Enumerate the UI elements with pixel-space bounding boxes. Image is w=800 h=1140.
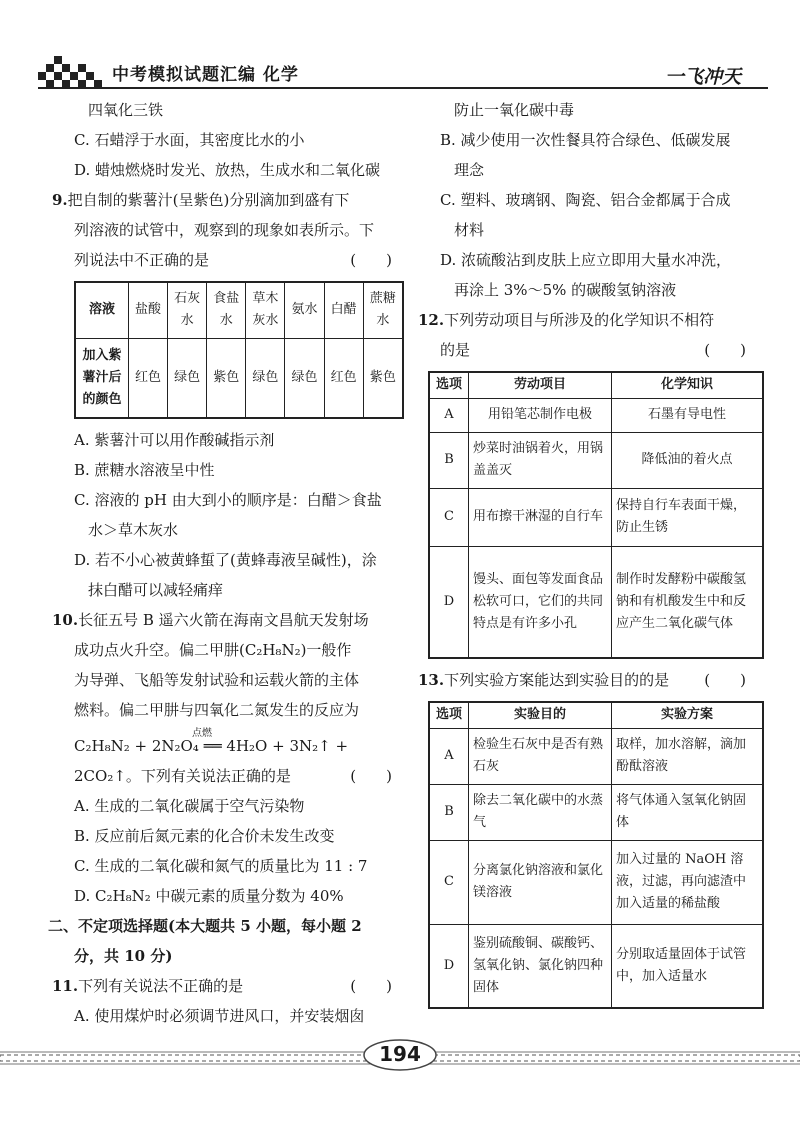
section-heading: 二、不定项选择题(本大题共 5 小题，每小题 2 [48, 917, 362, 935]
table-cell: 降低油的着火点 [612, 432, 764, 488]
q13-number: 13. [418, 671, 445, 689]
table-cell: B [429, 784, 469, 840]
table-cell: D [429, 924, 469, 1008]
question-13 [418, 665, 758, 1009]
q10-stem-line: 燃料。偏二甲肼与四氧化二氮发生的反应为 [74, 701, 360, 719]
table-cell: 绿色 [246, 338, 285, 418]
q10-option-d: D. C₂H₈N₂ 中碳元素的质量分数为 40% [74, 887, 344, 905]
table-header: 化学知识 [612, 372, 764, 398]
q12-stem-line: 下列劳动项目与所涉及的化学知识不相符 [444, 311, 715, 329]
q11-option-c: C. 塑料、玻璃钢、陶瓷、铝合金都属于合成 [440, 191, 731, 209]
q10-stem-line: 成功点火升空。偏二甲肼(C₂H₈N₂)一般作 [74, 641, 352, 659]
table-cell: 红色 [129, 338, 168, 418]
table-row [429, 728, 763, 784]
q10-stem-line: 长征五号 B 遥六火箭在海南文昌航天发射场 [78, 611, 369, 629]
table-header: 实验方案 [612, 702, 764, 728]
table-header: 石灰 水 [168, 282, 207, 338]
checker-pattern-icon [38, 48, 108, 88]
answer-blank: ( ) [704, 671, 746, 689]
q8-option-b-tail: 四氧化三铁 [88, 101, 164, 119]
table-row [429, 784, 763, 840]
table-cell: 绿色 [285, 338, 324, 418]
answer-blank: ( ) [350, 251, 392, 269]
q9-stem-line: 列溶液的试管中，观察到的现象如表所示。下 [74, 221, 375, 239]
table-header: 氨水 [285, 282, 324, 338]
table-cell: C [429, 840, 469, 924]
page-number: 194 [379, 1042, 421, 1066]
q11-option-b: B. 减少使用一次性餐具符合绿色、低碳发展 [440, 131, 731, 149]
page-number-badge [362, 1035, 438, 1075]
table-header: 白醋 [324, 282, 363, 338]
q11-option-b-cont: 理念 [454, 161, 485, 179]
q9-option-b: B. 蔗糖水溶液呈中性 [74, 461, 215, 479]
q9-number: 9. [52, 191, 68, 209]
table-cell: 用布擦干淋湿的自行车 [469, 488, 612, 546]
q9-option-c-cont: 水＞草木灰水 [88, 521, 179, 539]
q10-number: 10. [52, 611, 79, 629]
q12-table [428, 371, 764, 659]
q11-option-a: A. 使用煤炉时必须调节进风口，并安装烟囱 [74, 1007, 365, 1025]
table-cell: 检验生石灰中是否有熟石灰 [469, 728, 612, 784]
q12-stem-line: 的是 [440, 341, 471, 359]
q10-stem-end: 2CO₂↑。下列有关说法正确的是 [74, 767, 291, 785]
q9-option-d-cont: 抹白醋可以减轻痛痒 [88, 581, 224, 599]
table-row [429, 840, 763, 924]
q10-stem-line: 为导弹、飞船等发射试验和运载火箭的主体 [74, 671, 360, 689]
table-cell: 石墨有导电性 [612, 398, 764, 432]
table-header: 溶液 [75, 282, 129, 338]
q11-option-a-cont: 防止一氧化碳中毒 [454, 101, 575, 119]
q8-option-c: C. 石蜡浮于水面，其密度比水的小 [74, 131, 305, 149]
question-11 [52, 971, 404, 1031]
table-cell: B [429, 432, 469, 488]
table-cell: 分别取适量固体于试管中，加入适量水 [612, 924, 764, 1008]
q9-option-a: A. 紫薯汁可以用作酸碱指示剂 [74, 431, 275, 449]
table-header: 蔗糖 水 [363, 282, 403, 338]
table-header: 食盐 水 [207, 282, 246, 338]
table-cell: C [429, 488, 469, 546]
q11-option-d: D. 浓硫酸沾到皮肤上应立即用大量水冲洗， [440, 251, 732, 269]
q12-number: 12. [418, 311, 445, 329]
table-cell: 炒菜时油锅着火，用锅盖盖灭 [469, 432, 612, 488]
section-heading-cont: 分，共 10 分) [74, 947, 173, 965]
q10-option-c: C. 生成的二氧化碳和氮气的质量比为 11 : 7 [74, 857, 368, 875]
table-cell: 馒头、面包等发面食品松软可口，它们的共同特点是有许多小孔 [469, 546, 612, 658]
answer-blank: ( ) [350, 767, 392, 785]
table-cell: 红色 [324, 338, 363, 418]
reaction-condition: 点燃 [192, 728, 212, 739]
q11-option-d-cont: 再涂上 3%～5% 的碳酸氢钠溶液 [454, 281, 677, 299]
q11-stem: 下列有关说法不正确的是 [78, 977, 244, 995]
table-cell: 加入过量的 NaOH 溶液，过滤，再向滤渣中加入适量的稀盐酸 [612, 840, 764, 924]
table-cell: 除去二氧化碳中的水蒸气 [469, 784, 612, 840]
left-column [48, 95, 404, 1031]
q9-stem-line: 列说法中不正确的是 [74, 251, 210, 269]
table-header: 草木 灰水 [246, 282, 285, 338]
q9-stem-line: 把自制的紫薯汁(呈紫色)分别滴加到盛有下 [67, 191, 350, 209]
table-cell: A [429, 398, 469, 432]
table-cell: 鉴别硫酸铜、碳酸钙、氢氧化钠、氯化钠四种固体 [469, 924, 612, 1008]
table-cell: 分离氯化钠溶液和氯化镁溶液 [469, 840, 612, 924]
table-cell: 将气体通入氢氧化钠固体 [612, 784, 764, 840]
q9-table [74, 281, 404, 419]
table-row [429, 398, 763, 432]
answer-blank: ( ) [704, 341, 746, 359]
header-divider [38, 87, 768, 89]
answer-blank: ( ) [350, 977, 392, 995]
question-9 [52, 185, 404, 605]
table-cell: D [429, 546, 469, 658]
table-row [429, 432, 763, 488]
q8-option-d: D. 蜡烛燃烧时发光、放热，生成水和二氧化碳 [74, 161, 381, 179]
table-cell: 保持自行车表面干燥，防止生锈 [612, 488, 764, 546]
table-cell: 制作时发酵粉中碳酸氢钠和有机酸发生中和反应产生二氧化碳气体 [612, 546, 764, 658]
q11-option-c-cont: 材料 [454, 221, 485, 239]
table-row [429, 924, 763, 1008]
q11-number: 11. [52, 977, 79, 995]
question-12 [418, 305, 758, 659]
table-cell: 取样，加水溶解，滴加酚酞溶液 [612, 728, 764, 784]
table-cell: 紫色 [207, 338, 246, 418]
q9-option-c: C. 溶液的 pH 由大到小的顺序是：白醋＞食盐 [74, 491, 382, 509]
chemical-equation: C₂H₈N₂ + 2N₂O₄ ══ 4H₂O + 3N₂↑ + [74, 737, 349, 755]
brand-logo-text: 一飞冲天 [665, 66, 742, 88]
table-header: 盐酸 [129, 282, 168, 338]
table-row [429, 488, 763, 546]
table-cell: 紫色 [363, 338, 403, 418]
table-cell: 绿色 [168, 338, 207, 418]
table-header: 选项 [429, 702, 469, 728]
table-cell: 用铅笔芯制作电极 [469, 398, 612, 432]
q10-option-b: B. 反应前后氮元素的化合价未发生改变 [74, 827, 335, 845]
table-row-label: 加入紫 薯汁后 的颜色 [75, 338, 129, 418]
table-header: 实验目的 [469, 702, 612, 728]
question-10 [52, 605, 404, 911]
q13-table [428, 701, 764, 1009]
q13-stem: 下列实验方案能达到实验目的的是 [444, 671, 670, 689]
table-cell: A [429, 728, 469, 784]
right-column [418, 95, 758, 1015]
table-header: 劳动项目 [469, 372, 612, 398]
table-header: 选项 [429, 372, 469, 398]
q9-option-d: D. 若不小心被黄蜂蜇了(黄蜂毒液呈碱性)，涂 [74, 551, 377, 569]
q10-option-a: A. 生成的二氧化碳属于空气污染物 [74, 797, 305, 815]
table-row [429, 546, 763, 658]
page-title: 中考模拟试题汇编 化学 [112, 65, 299, 85]
